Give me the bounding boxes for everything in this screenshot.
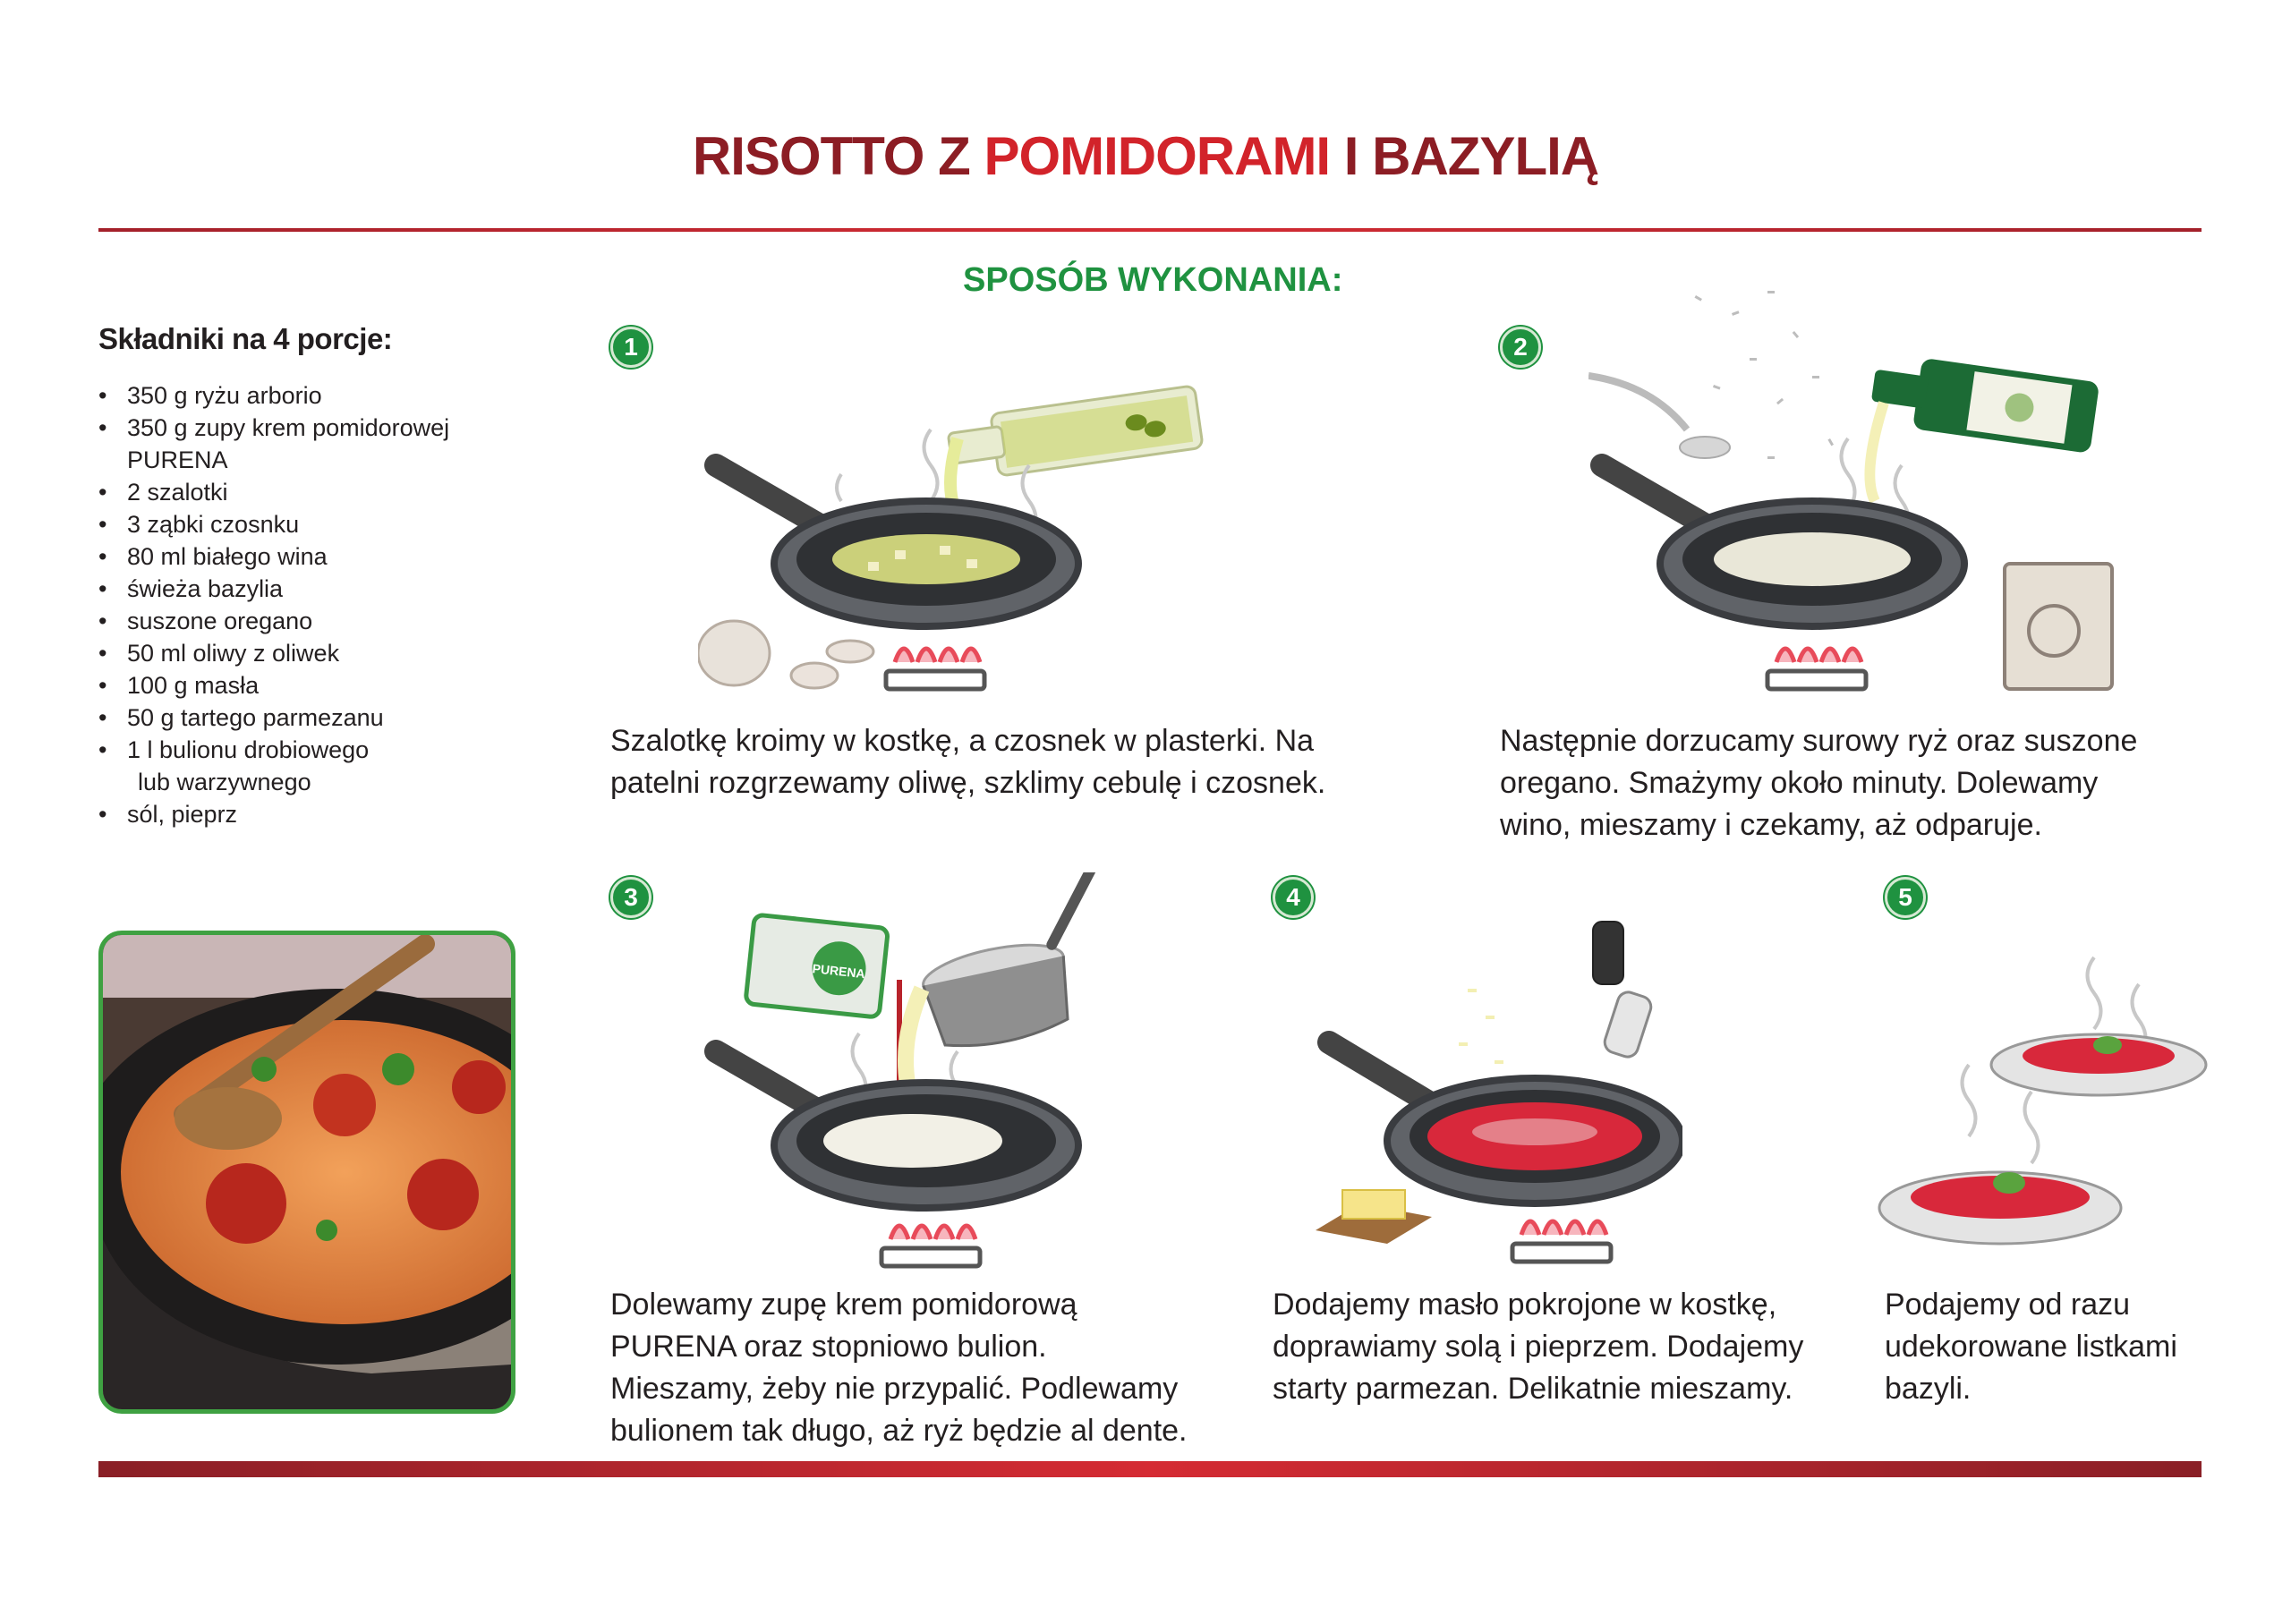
ingredient-item: • 3 ząbki czosnku — [98, 508, 510, 540]
ingredient-item: • 50 ml oliwy z oliwek — [98, 637, 510, 669]
step-2-line: wino, mieszamy i czekamy, aż odparuje. — [1500, 808, 2042, 842]
step-3-line: Dolewamy zupę krem pomidorową — [610, 1288, 1077, 1322]
step-3-line: Mieszamy, żeby nie przypalić. Podlewamy — [610, 1372, 1179, 1406]
step-1-number: 1 — [610, 327, 652, 368]
step-4-number: 4 — [1273, 877, 1314, 918]
step-3-description — [610, 1284, 1255, 1452]
ingredient-continuation: PURENA — [127, 446, 228, 473]
step-5-description — [1885, 1284, 2225, 1410]
step-5-line: bazyli. — [1885, 1372, 1972, 1406]
ingredient-item: • 50 g tartego parmezanu — [98, 701, 510, 734]
ingredient-item: • 80 ml białego wina — [98, 540, 510, 573]
ingredient-item: • suszone oregano — [98, 605, 510, 637]
ingredient-item: • 1 l bulionu drobiowego — [98, 734, 510, 766]
step-2-number: 2 — [1500, 327, 1541, 368]
step-3-line: PURENA oraz stopniowo bulion. — [610, 1330, 1047, 1364]
ingredients-list — [98, 379, 510, 830]
title-part-1: RISOTTO Z — [692, 126, 984, 186]
ingredient-item: • 2 szalotki — [98, 476, 510, 508]
step-5-illustration — [1852, 948, 2210, 1271]
step-1-illustration — [698, 376, 1217, 698]
step-4-line: starty parmezan. Delikatnie mieszamy. — [1273, 1372, 1793, 1406]
step-2-line: oregano. Smażymy około minuty. Dolewamy — [1500, 766, 2099, 800]
bottom-divider — [98, 1461, 2202, 1477]
step-1-description — [610, 720, 1416, 804]
ingredient-item: • sól, pieprz — [98, 798, 510, 830]
step-2-illustration — [1588, 277, 2125, 698]
step-5-line: udekorowane listkami — [1885, 1330, 2177, 1364]
step-1-line: Szalotkę kroimy w kostkę, a czosnek w plasterki. Na — [610, 724, 1315, 758]
ingredient-item: • świeża bazylia — [98, 573, 510, 605]
title-part-3: I BAZYLIĄ — [1330, 126, 1599, 186]
step-3-line: bulionem tak długo, aż ryż będzie al dente. — [610, 1414, 1188, 1448]
step-4-description — [1273, 1284, 1845, 1410]
step-3-number: 3 — [610, 877, 652, 918]
title-part-2: POMIDORAMI — [984, 126, 1331, 186]
ingredient-continuation: lub warzywnego — [138, 769, 311, 795]
step-4-line: Dodajemy masło pokrojone w kostkę, — [1273, 1288, 1777, 1322]
page-title — [0, 125, 2291, 187]
step-3-illustration — [698, 872, 1181, 1275]
step-4-line: doprawiamy solą i pieprzem. Dodajemy — [1273, 1330, 1804, 1364]
ingredient-item-continued — [98, 766, 510, 798]
ingredients-heading: Składniki na 4 porcje: — [98, 322, 393, 355]
dish-photo — [98, 931, 515, 1414]
step-1-line: patelni rozgrzewamy oliwę, szklimy cebulę i czosnek. — [610, 766, 1326, 800]
ingredient-item: • 100 g masła — [98, 669, 510, 701]
ingredient-item-continued — [98, 444, 510, 476]
step-2-description — [1500, 720, 2216, 846]
step-5-number: 5 — [1885, 877, 1926, 918]
step-4-illustration — [1307, 908, 1682, 1275]
method-heading: SPOSÓB WYKONANIA: — [963, 261, 1343, 299]
step-2-line: Następnie dorzucamy surowy ryż oraz suszone — [1500, 724, 2138, 758]
step-5-line: Podajemy od razu — [1885, 1288, 2131, 1322]
purena-label: PURENA — [811, 961, 866, 982]
ingredient-item: • 350 g zupy krem pomidorowej — [98, 412, 510, 444]
ingredient-item: • 350 g ryżu arborio — [98, 379, 510, 412]
top-divider — [98, 228, 2202, 232]
